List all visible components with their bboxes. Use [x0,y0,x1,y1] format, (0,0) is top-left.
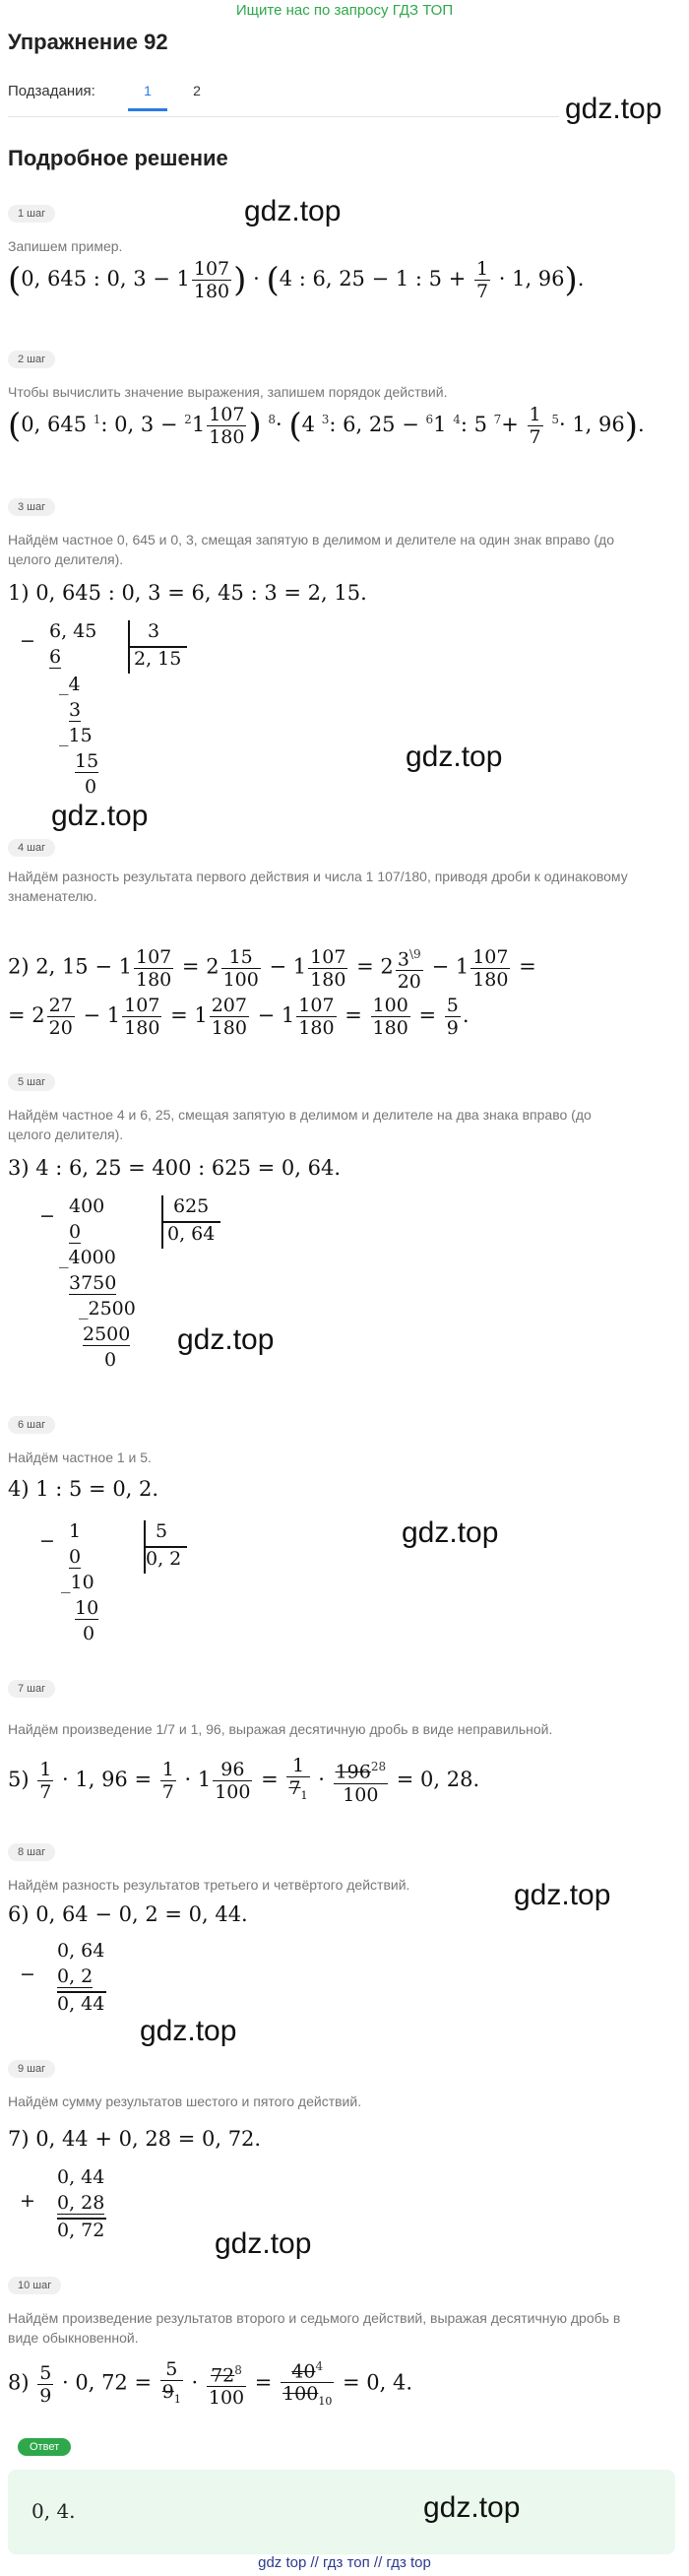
watermark: gdz.top [514,1879,611,1911]
step-equation: 7) 0, 44 + 0, 28 = 0, 72. [8,2127,262,2151]
step-text: Найдём произведение результатов второго и седьмого действий, выражая десятичную дробь в виде обыкновенной. [8,2310,621,2346]
step-badge: 9 шаг [8,2060,55,2078]
subtasks-label: Подзадания: [8,83,95,99]
step-badge: 4 шаг [8,839,55,857]
subtasks-nav [8,83,201,99]
step-text: Чтобы вычислить значение выражения, запишем порядок действий. [8,384,448,400]
long-division-3: − 1 0 _10 10 0 5 0, 2 [39,1520,236,1648]
subtask-tab-1[interactable]: 1 [136,83,159,98]
footer-links[interactable]: gdz top // гдз топ // гдз top [258,2554,431,2571]
step-badge: 2 шаг [8,351,55,368]
step7-equation: 5) $\frac{1}{7}$ · 1, 96 = $\frac{1}{7}$ · 1 $\frac{96}{100}$ = $\frac{1}{7_1}$ · $\frac{196^{28}}{100}$ = 0, 28. [8,1755,480,1806]
answer-box [8,2470,675,2554]
answer-label: Ответ [18,2438,71,2456]
step-badge: 6 шаг [8,1416,55,1434]
step-badge: 5 шаг [8,1073,55,1091]
step4-line1: 2) 2, 15 − 1 $\frac{107}{180}$ = 2 $\frac{15}{100}$ − 1 $\frac{107}{180}$ = 2 $\frac{3^{\backslash 9}}{20}$ − 1 $\frac{107}{180}$ = [8,943,536,993]
step-badge: 7 шаг [8,1680,55,1698]
watermark: gdz.top [51,800,149,832]
step-text: Найдём сумму результатов шестого и пятого действий. [8,2093,362,2109]
step-text: Запишем пример. [8,238,123,254]
watermark: gdz.top [565,93,662,125]
watermark: gdz.top [215,2227,312,2260]
step-text: Найдём произведение 1/7 и 1, 96, выражая десятичную дробь в виде неправильной. [8,1721,553,1737]
step-text: Найдём частное 1 и 5. [8,1449,152,1465]
step-badge: 3 шаг [8,498,55,516]
divider [8,116,559,117]
column-addition: + 0, 44 0, 28 0, 72 [20,2166,105,2241]
step-text: Найдём разность результата первого действия и числа 1 107/180, приводя дроби к одинаковому знаменателю. [8,869,628,904]
order-expression: (0, 645 $^1$: 0, 3 − $^2$1 $\frac{107}{180}$ ) $^8$· (4 $^3$: 6, 25 − $^6$1 $^4$: 5 $^7$+ $\frac{1}{7}$ $^5$· 1, 96). [8,404,645,448]
step-equation: 6) 0, 64 − 0, 2 = 0, 44. [8,1902,248,1926]
watermark: gdz.top [244,195,342,227]
long-division-2: − 400 0 _4000 3750 _2500 2500 0 625 0, 64 [39,1195,236,1383]
step-equation: 4) 1 : 5 = 0, 2. [8,1477,159,1501]
watermark: gdz.top [140,2015,237,2047]
top-search-link[interactable]: Ищите нас по запросу ГДЗ ТОП [235,2,454,19]
step-equation: 1) 0, 645 : 0, 3 = 6, 45 : 3 = 2, 15. [8,581,367,605]
exercise-title: Упражнение 92 [8,30,168,54]
column-subtraction: − 0, 64 0, 2 0, 44 [20,1940,105,2015]
step10-equation: 8) $\frac{5}{9}$ · 0, 72 = $\frac{5}{9_1}$ · $\frac{72^8}{100}$ = $\frac{40^4}{100_{10}}$ = 0, 4. [8,2355,412,2413]
watermark: gdz.top [423,2491,521,2524]
step-text: Найдём разность результатов третьего и четвёртого действий. [8,1877,410,1893]
answer-value: 0, 4. [31,2499,76,2523]
watermark: gdz.top [406,741,503,773]
step-badge: 10 шаг [8,2277,61,2294]
step-equation: 3) 4 : 6, 25 = 400 : 625 = 0, 64. [8,1156,342,1180]
solution-heading: Подробное решение [8,146,228,170]
step-badge: 8 шаг [8,1843,55,1861]
step-text: Найдём частное 0, 645 и 0, 3, смещая запятую в делимом и делителе на один знак вправо (до целого делителя). [8,532,614,567]
subtask-tab-2[interactable]: 2 [193,83,201,98]
example-expression: (0, 645 : 0, 3 − 1 $\frac{107}{180}$ ) · (4 : 6, 25 − 1 : 5 + $\frac{1}{7}$ · 1, 96). [8,258,585,302]
watermark: gdz.top [402,1516,499,1549]
watermark: gdz.top [177,1323,275,1356]
step-badge: 1 шаг [8,205,55,223]
step-text: Найдём частное 4 и 6, 25, смещая запятую в делимом и делителе на два знака вправо (до целого делителя). [8,1107,592,1142]
step4-line2: = 2 $\frac{27}{20}$ − 1 $\frac{107}{180}$ = 1 $\frac{207}{180}$ − 1 $\frac{107}{180}$ = $\frac{100}{180}$ = $\frac{5}{9}$ . [8,995,470,1039]
long-division-1: − 6, 45 6 _4 3 _15 15 0 3 2, 15 [20,620,217,807]
